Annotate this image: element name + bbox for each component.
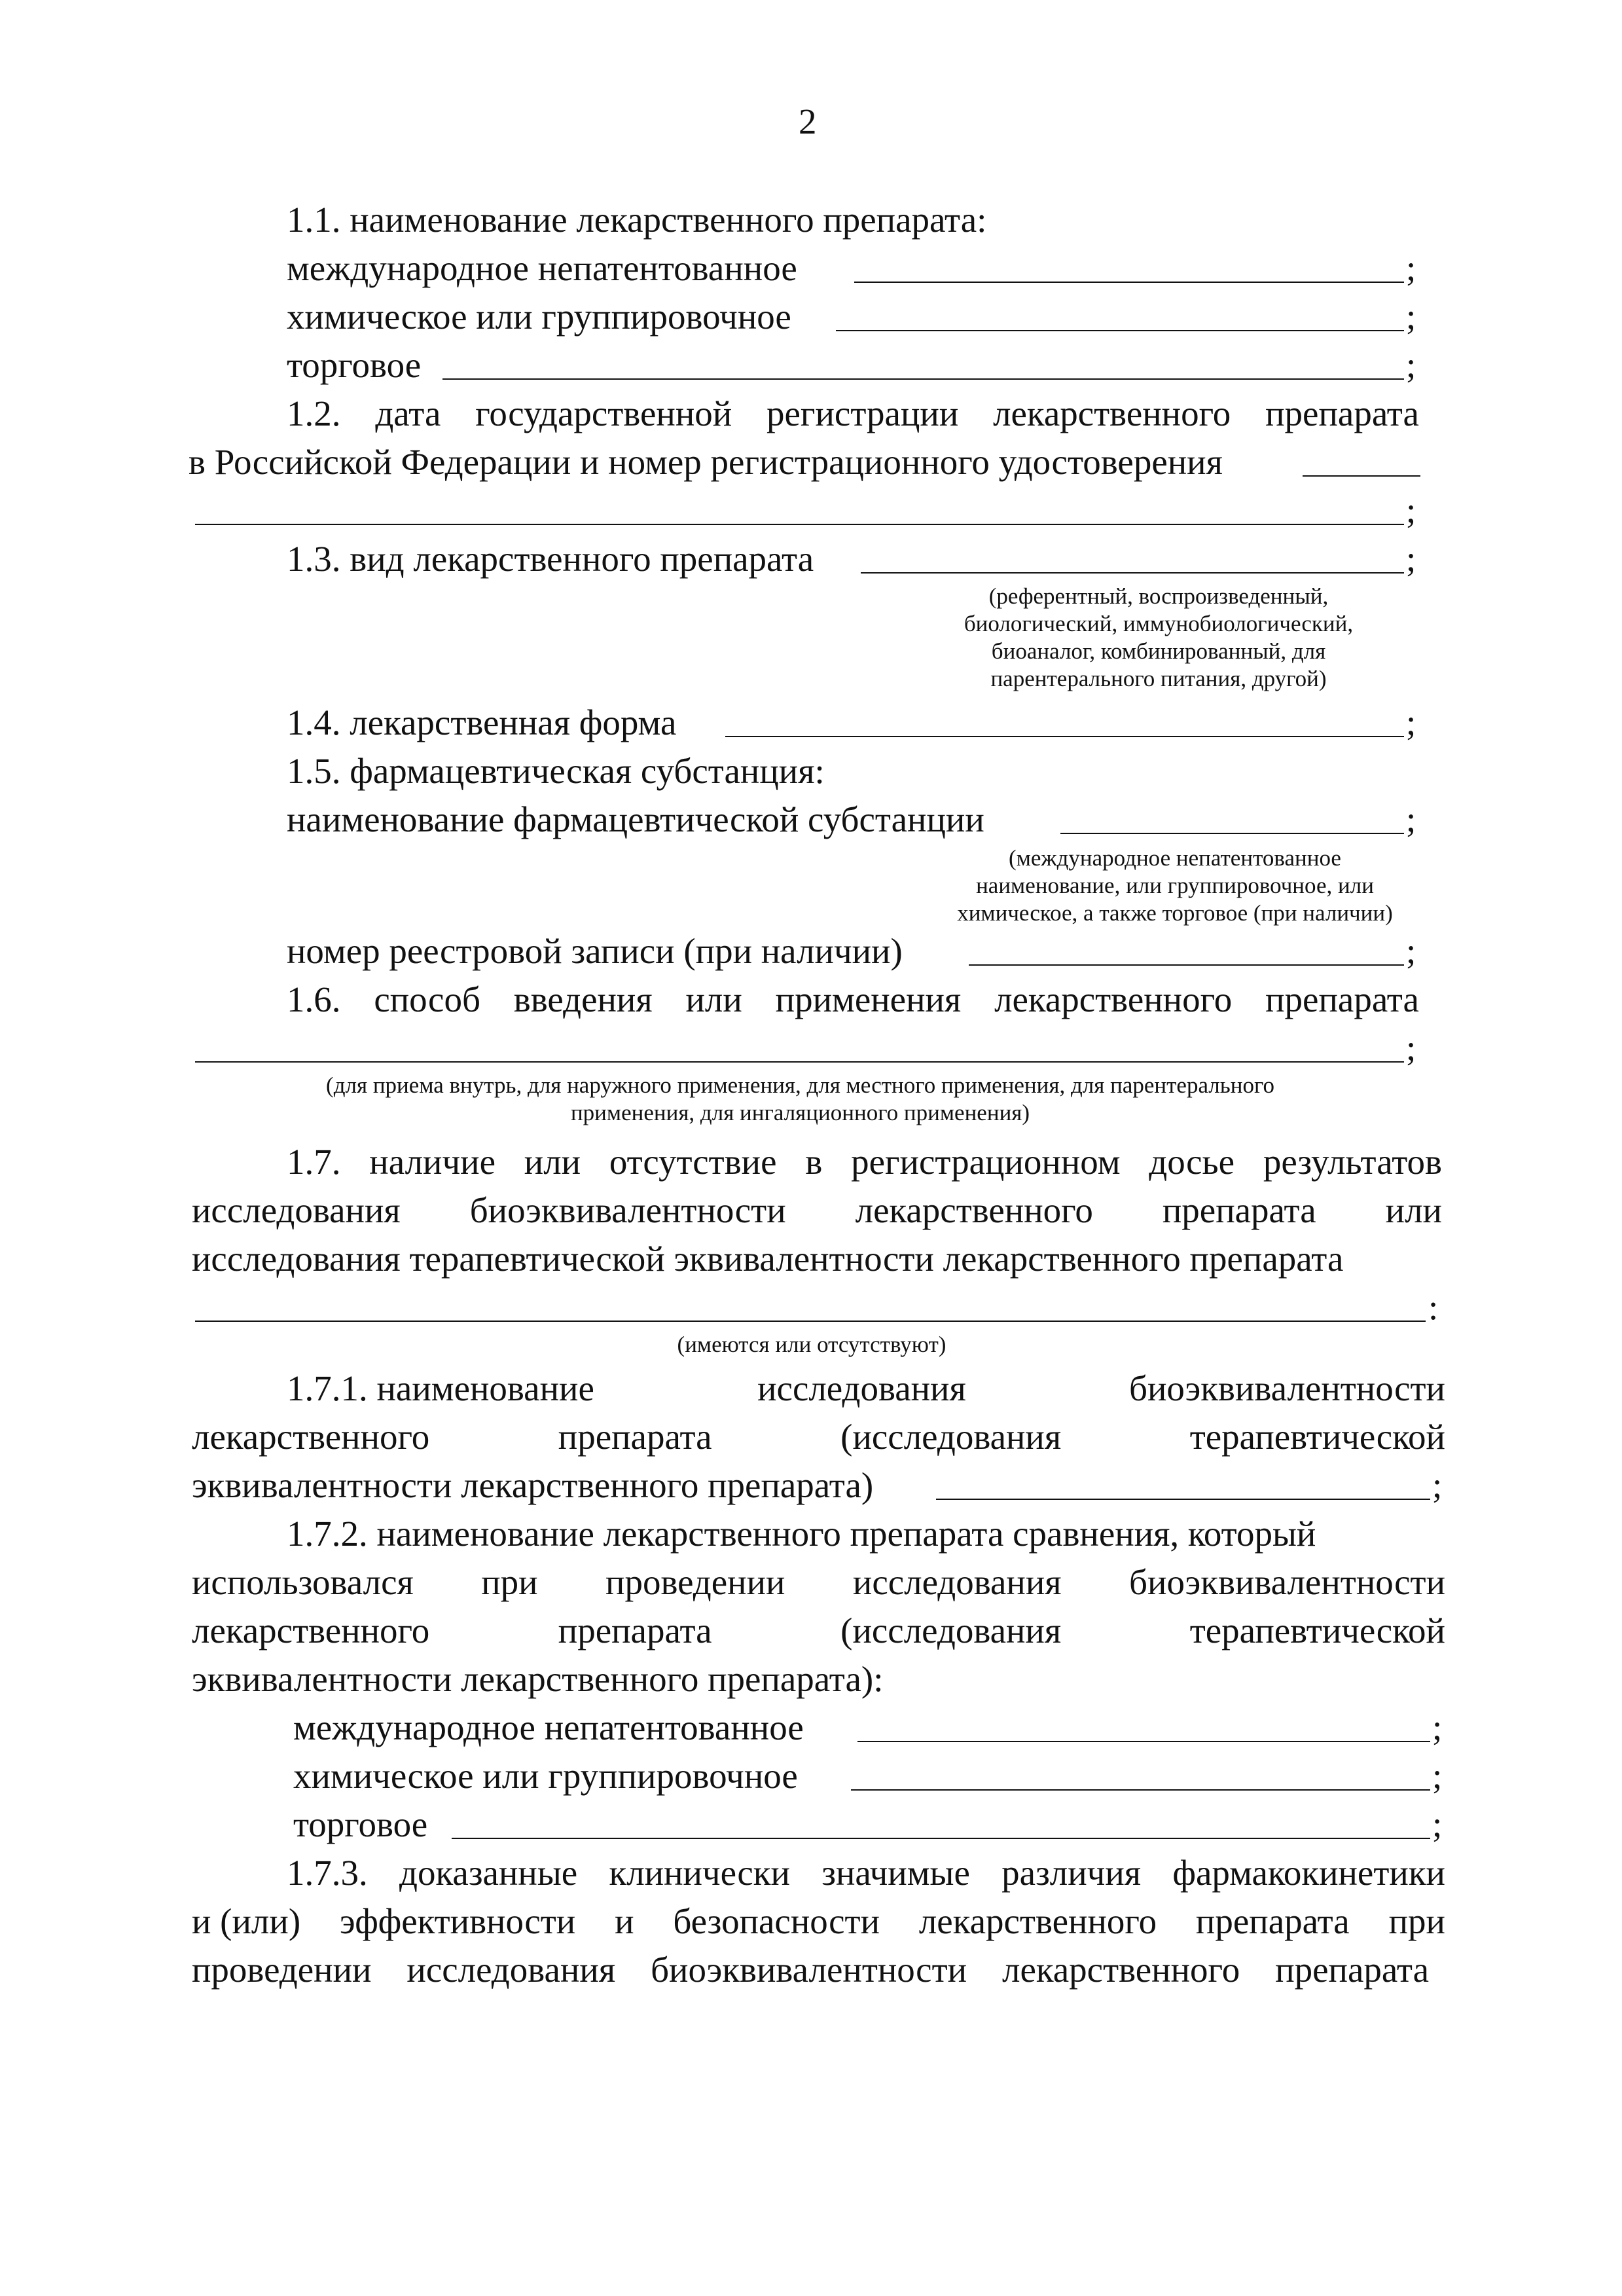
word: различия — [1001, 1853, 1142, 1893]
inn-field-line[interactable] — [854, 282, 1404, 283]
word: лекарственного — [192, 1611, 430, 1650]
word: государственной — [475, 393, 732, 433]
word: способ — [374, 979, 480, 1019]
substance-name-label: наименование фармацевтической субстанции — [287, 799, 984, 839]
drug-type-hint — [903, 583, 1414, 693]
chemical-label: химическое или группировочное — [287, 297, 791, 337]
word: биоэквивалентности — [651, 1950, 967, 1990]
word: и (или) — [192, 1901, 301, 1941]
word: лекарственного — [994, 979, 1233, 1019]
word: регистрационном — [851, 1142, 1121, 1182]
administration-route-hint — [196, 1072, 1404, 1127]
substance-name-field-line[interactable] — [1060, 833, 1404, 834]
section-1-7-3-line-2 — [192, 1903, 1445, 1939]
semicolon: ; — [1432, 1804, 1443, 1844]
substance-name-hint — [913, 845, 1437, 927]
comparator-inn-label: международное непатентованное — [293, 1707, 804, 1747]
registry-record-label: номер реестровой записи (при наличии) — [287, 931, 903, 971]
semicolon: ; — [1406, 345, 1416, 385]
hint-line: химическое, а также торговое (при наличии) — [957, 900, 1393, 926]
word: фармакокинетики — [1172, 1853, 1445, 1893]
hint-line: (для приема внутрь, для наружного применения, для местного применения, для парентерального — [326, 1072, 1274, 1098]
word: терапевтической — [1189, 1611, 1445, 1650]
word: проведении — [192, 1950, 372, 1990]
inn-label: международное непатентованное — [287, 248, 797, 288]
word: или — [1385, 1190, 1442, 1230]
word: при — [481, 1562, 538, 1602]
word: результатов — [1263, 1142, 1442, 1182]
section-1-7-1-line-2 — [192, 1419, 1445, 1455]
word: препарата — [558, 1611, 712, 1650]
word: лекарственного — [993, 393, 1231, 433]
word: биоэквивалентности — [1129, 1368, 1445, 1408]
word: досье — [1149, 1142, 1235, 1182]
semicolon: ; — [1406, 539, 1416, 579]
word: 1.2. — [287, 393, 341, 433]
hint-line: (международное непатентованное — [1009, 845, 1341, 871]
section-1-1-heading: 1.1. наименование лекарственного препарата: — [287, 200, 987, 240]
word: лекарственного — [1002, 1950, 1240, 1990]
word: исследования — [192, 1190, 401, 1230]
hint-line: применения, для ингаляционного применения) — [570, 1100, 1030, 1125]
word: терапевтической — [1189, 1417, 1445, 1457]
word: препарата — [1195, 1901, 1350, 1941]
registration-field-line-2[interactable] — [195, 524, 1404, 525]
section-1-4-label: 1.4. лекарственная форма — [287, 702, 677, 742]
registry-record-field-line[interactable] — [969, 964, 1404, 966]
section-1-7-line-3: исследования терапевтической эквивалентности лекарственного препарата — [192, 1239, 1344, 1279]
hint-line: биоаналог, комбинированный, для — [991, 638, 1326, 664]
drug-type-field-line[interactable] — [861, 572, 1404, 574]
comparator-chemical-field-line[interactable] — [851, 1789, 1430, 1791]
word: препарата — [1265, 979, 1419, 1019]
hint-line: биологический, иммунобиологический, — [964, 611, 1354, 636]
word: наличие — [369, 1142, 496, 1182]
section-1-7-2-line-2 — [192, 1564, 1445, 1600]
word: 1.7.1. наименование — [287, 1368, 594, 1408]
word: дата — [375, 393, 441, 433]
semicolon: ; — [1432, 1707, 1443, 1747]
word: или — [524, 1142, 581, 1182]
word: биоэквивалентности — [469, 1190, 786, 1230]
comparator-inn-field-line[interactable] — [857, 1741, 1430, 1742]
word: введения — [513, 979, 653, 1019]
word: биоэквивалентности — [1129, 1562, 1445, 1602]
word: препарата — [1162, 1190, 1316, 1230]
semicolon: ; — [1406, 297, 1416, 337]
word: (исследования — [840, 1417, 1062, 1457]
comparator-trade-field-line[interactable] — [452, 1838, 1430, 1839]
semicolon: ; — [1406, 490, 1416, 530]
semicolon: ; — [1406, 931, 1416, 971]
word: препарата — [1275, 1950, 1429, 1990]
word: исследования — [406, 1950, 616, 1990]
word: доказанные — [399, 1853, 578, 1893]
hint-line: парентерального питания, другой) — [990, 666, 1327, 691]
word: исследования — [757, 1368, 966, 1408]
hint-line: (референтный, воспроизведенный, — [988, 583, 1329, 609]
word: лекарственного — [192, 1417, 430, 1457]
section-1-7-2-line-3 — [192, 1613, 1445, 1649]
registration-field-line-1[interactable] — [1303, 475, 1420, 477]
word: проведении — [605, 1562, 785, 1602]
word: и — [615, 1901, 634, 1941]
bioequivalence-study-name-field-line[interactable] — [936, 1499, 1430, 1500]
semicolon: ; — [1432, 1756, 1443, 1796]
word: применения — [775, 979, 962, 1019]
word: значимые — [821, 1853, 970, 1893]
section-1-7-2-line-4: эквивалентности лекарственного препарата): — [192, 1659, 884, 1699]
section-1-7-3-line-3 — [192, 1952, 1429, 1988]
section-1-7-2-line-1: 1.7.2. наименование лекарственного препарата сравнения, который — [287, 1514, 1316, 1554]
semicolon: ; — [1406, 702, 1416, 742]
trade-label: торговое — [287, 345, 422, 385]
chemical-field-line[interactable] — [836, 330, 1404, 331]
administration-route-field-line[interactable] — [195, 1061, 1404, 1063]
hint-line: наименование, или группировочное, или — [976, 873, 1374, 898]
bioequivalence-results-field-line[interactable] — [195, 1321, 1426, 1322]
comparator-chemical-label: химическое или группировочное — [293, 1756, 798, 1796]
word: (исследования — [840, 1611, 1062, 1650]
comparator-trade-label: торговое — [293, 1804, 428, 1844]
word: или — [685, 979, 742, 1019]
section-1-7-3-line-1 — [287, 1855, 1445, 1891]
section-1-7-line-1 — [287, 1144, 1442, 1180]
section-1-7-1-line-1 — [287, 1370, 1445, 1406]
word: при — [1388, 1901, 1445, 1941]
semicolon: ; — [1406, 799, 1416, 839]
section-1-7-1-line-3: эквивалентности лекарственного препарата) — [192, 1465, 874, 1505]
word: 1.6. — [287, 979, 341, 1019]
word: лекарственного — [855, 1190, 1093, 1230]
word: исследования — [852, 1562, 1062, 1602]
word: отсутствие — [609, 1142, 777, 1182]
word: 1.7.3. — [287, 1853, 368, 1893]
word: эффективности — [339, 1901, 576, 1941]
section-1-5-heading: 1.5. фармацевтическая субстанция: — [287, 751, 825, 791]
trade-field-line[interactable] — [442, 378, 1404, 380]
word: в — [805, 1142, 823, 1182]
section-1-6-line-1 — [287, 981, 1419, 1017]
colon: : — [1428, 1287, 1439, 1327]
section-1-7-line-2 — [192, 1192, 1442, 1228]
bioequivalence-results-hint: (имеются или отсутствуют) — [677, 1332, 946, 1357]
word: регистрации — [766, 393, 959, 433]
dosage-form-field-line[interactable] — [725, 736, 1404, 737]
page-number: 2 — [799, 101, 817, 141]
section-1-3-label: 1.3. вид лекарственного препарата — [287, 539, 814, 579]
semicolon: ; — [1406, 1028, 1416, 1068]
semicolon: ; — [1406, 248, 1416, 288]
section-1-2-line-1 — [287, 395, 1419, 431]
semicolon: ; — [1432, 1465, 1443, 1505]
word: 1.7. — [287, 1142, 341, 1182]
word: лекарственного — [918, 1901, 1157, 1941]
word: препарата — [558, 1417, 712, 1457]
word: препарата — [1265, 393, 1419, 433]
section-1-2-line-2: в Российской Федерации и номер регистрационного удостоверения — [189, 442, 1223, 482]
word: безопасности — [673, 1901, 880, 1941]
word: использовался — [192, 1562, 414, 1602]
word: клинически — [609, 1853, 790, 1893]
